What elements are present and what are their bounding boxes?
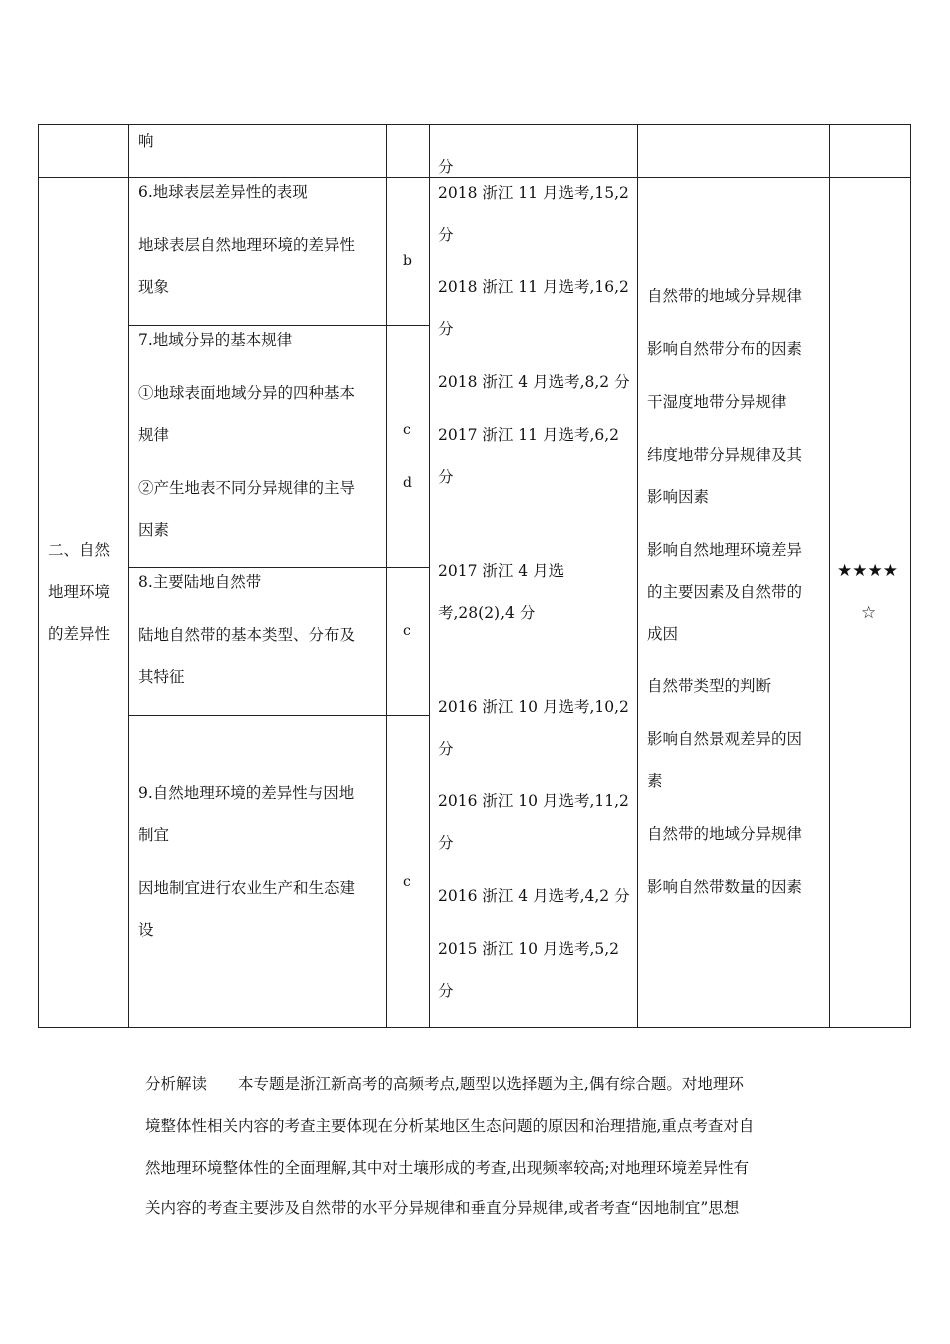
exam-line: 2017 浙江 4 月选 xyxy=(438,562,565,580)
knowledge-line: 7.地域分异的基本规律 xyxy=(138,331,293,349)
exam-line: 分 xyxy=(438,226,454,244)
exam-table xyxy=(38,124,911,1028)
focus-line: 自然带类型的判断 xyxy=(647,677,772,695)
knowledge-line: ②产生地表不同分异规律的主导 xyxy=(138,479,356,497)
knowledge-line: 制宜 xyxy=(138,826,170,844)
level-item-7 xyxy=(386,325,430,568)
top-row-section-cell xyxy=(38,124,129,178)
level-item-6 xyxy=(386,177,430,326)
knowledge-item-7 xyxy=(128,325,387,568)
section-title-cell xyxy=(38,177,129,1028)
difficulty-stars: ★★★★ xyxy=(837,561,898,581)
focus-line: 自然带的地域分异规律 xyxy=(647,825,803,843)
analysis-line: 然地理环境整体性的全面理解,其中对土壤形成的考查,出现频率较高;对地理环境差异性有 xyxy=(145,1159,750,1177)
exam-line: 2017 浙江 11 月选考,6,2 xyxy=(438,426,620,444)
exam-line: 考,28(2),4 分 xyxy=(438,604,536,622)
section-title-line: 的差异性 xyxy=(48,625,111,643)
exam-line: 分 xyxy=(438,982,454,1000)
knowledge-line: ①地球表面地域分异的四种基本 xyxy=(138,384,356,402)
focus-line: 干湿度地带分异规律 xyxy=(647,393,787,411)
exam-line: 2016 浙江 10 月选考,10,2 xyxy=(438,698,629,716)
knowledge-line: 陆地自然带的基本类型、分布及 xyxy=(138,626,356,644)
exam-line: 2018 浙江 4 月选考,8,2 分 xyxy=(438,373,630,391)
exam-line: 2016 浙江 4 月选考,4,2 分 xyxy=(438,887,630,905)
focus-line: 自然带的地域分异规律 xyxy=(647,287,803,305)
exam-line: 分 xyxy=(438,740,454,758)
knowledge-item-6 xyxy=(128,177,387,326)
knowledge-line: 现象 xyxy=(138,278,170,296)
focus-line: 影响自然景观差异的因 xyxy=(647,730,803,748)
top-row-exam-cell xyxy=(429,124,638,178)
analysis-line: 关内容的考查主要涉及自然带的水平分异规律和垂直分异规律,或者考查“因地制宜”思想 xyxy=(145,1199,740,1217)
level-item-8 xyxy=(386,567,430,716)
exam-line: 分 xyxy=(438,468,454,486)
knowledge-line: 设 xyxy=(138,921,154,939)
top-row-difficulty-cell xyxy=(829,124,911,178)
exam-line: 2018 浙江 11 月选考,16,2 xyxy=(438,278,629,296)
top-row-focus-cell xyxy=(637,124,830,178)
exam-line: 2018 浙江 11 月选考,15,2 xyxy=(438,184,629,202)
top-row-knowledge-cell xyxy=(128,124,387,178)
knowledge-line: 因素 xyxy=(138,521,170,539)
difficulty-cell xyxy=(829,177,911,1028)
knowledge-line: 其特征 xyxy=(138,668,185,686)
exam-line: 2015 浙江 10 月选考,5,2 xyxy=(438,940,620,958)
focus-line: 的主要因素及自然带的 xyxy=(647,583,803,601)
level-letter: c xyxy=(403,422,411,438)
knowledge-line: 9.自然地理环境的差异性与因地 xyxy=(138,784,355,802)
focus-line: 纬度地带分异规律及其 xyxy=(647,446,803,464)
exam-history-cell xyxy=(429,177,638,1028)
knowledge-line: 6.地球表层差异性的表现 xyxy=(138,183,308,201)
difficulty-empty-star: ☆ xyxy=(861,603,877,623)
level-item-9 xyxy=(386,715,430,1028)
focus-line: 影响自然带数量的因素 xyxy=(647,878,803,896)
knowledge-item-8 xyxy=(128,567,387,716)
exam-tail-text: 分 xyxy=(438,158,454,176)
exam-line: 分 xyxy=(438,834,454,852)
focus-line: 影响自然地理环境差异 xyxy=(647,541,803,559)
top-row-level-cell xyxy=(386,124,430,178)
focus-line: 影响因素 xyxy=(647,488,710,506)
analysis-line: 境整体性相关内容的考查主要体现在分析某地区生态问题的原因和治理措施,重点考查对自 xyxy=(145,1117,755,1135)
focus-line: 影响自然带分布的因素 xyxy=(647,340,803,358)
knowledge-line: 规律 xyxy=(138,426,170,444)
exam-focus-cell xyxy=(637,177,830,1028)
knowledge-line: 地球表层自然地理环境的差异性 xyxy=(138,236,356,254)
level-letter: c xyxy=(403,874,411,890)
knowledge-tail-text: 响 xyxy=(138,132,154,150)
exam-line: 2016 浙江 10 月选考,11,2 xyxy=(438,792,629,810)
level-letter: d xyxy=(403,475,412,491)
exam-line: 分 xyxy=(438,320,454,338)
knowledge-item-9 xyxy=(128,715,387,1028)
analysis-line: 分析解读 本专题是浙江新高考的高频考点,题型以选择题为主,偶有综合题。对地理环 xyxy=(145,1075,744,1093)
focus-line: 成因 xyxy=(647,625,679,643)
focus-line: 素 xyxy=(647,772,663,790)
level-letter: c xyxy=(403,623,411,639)
section-title-line: 地理环境 xyxy=(48,583,111,601)
section-title-line: 二、自然 xyxy=(48,541,111,559)
knowledge-line: 因地制宜进行农业生产和生态建 xyxy=(138,879,356,897)
knowledge-line: 8.主要陆地自然带 xyxy=(138,573,262,591)
level-letter: b xyxy=(403,253,412,269)
